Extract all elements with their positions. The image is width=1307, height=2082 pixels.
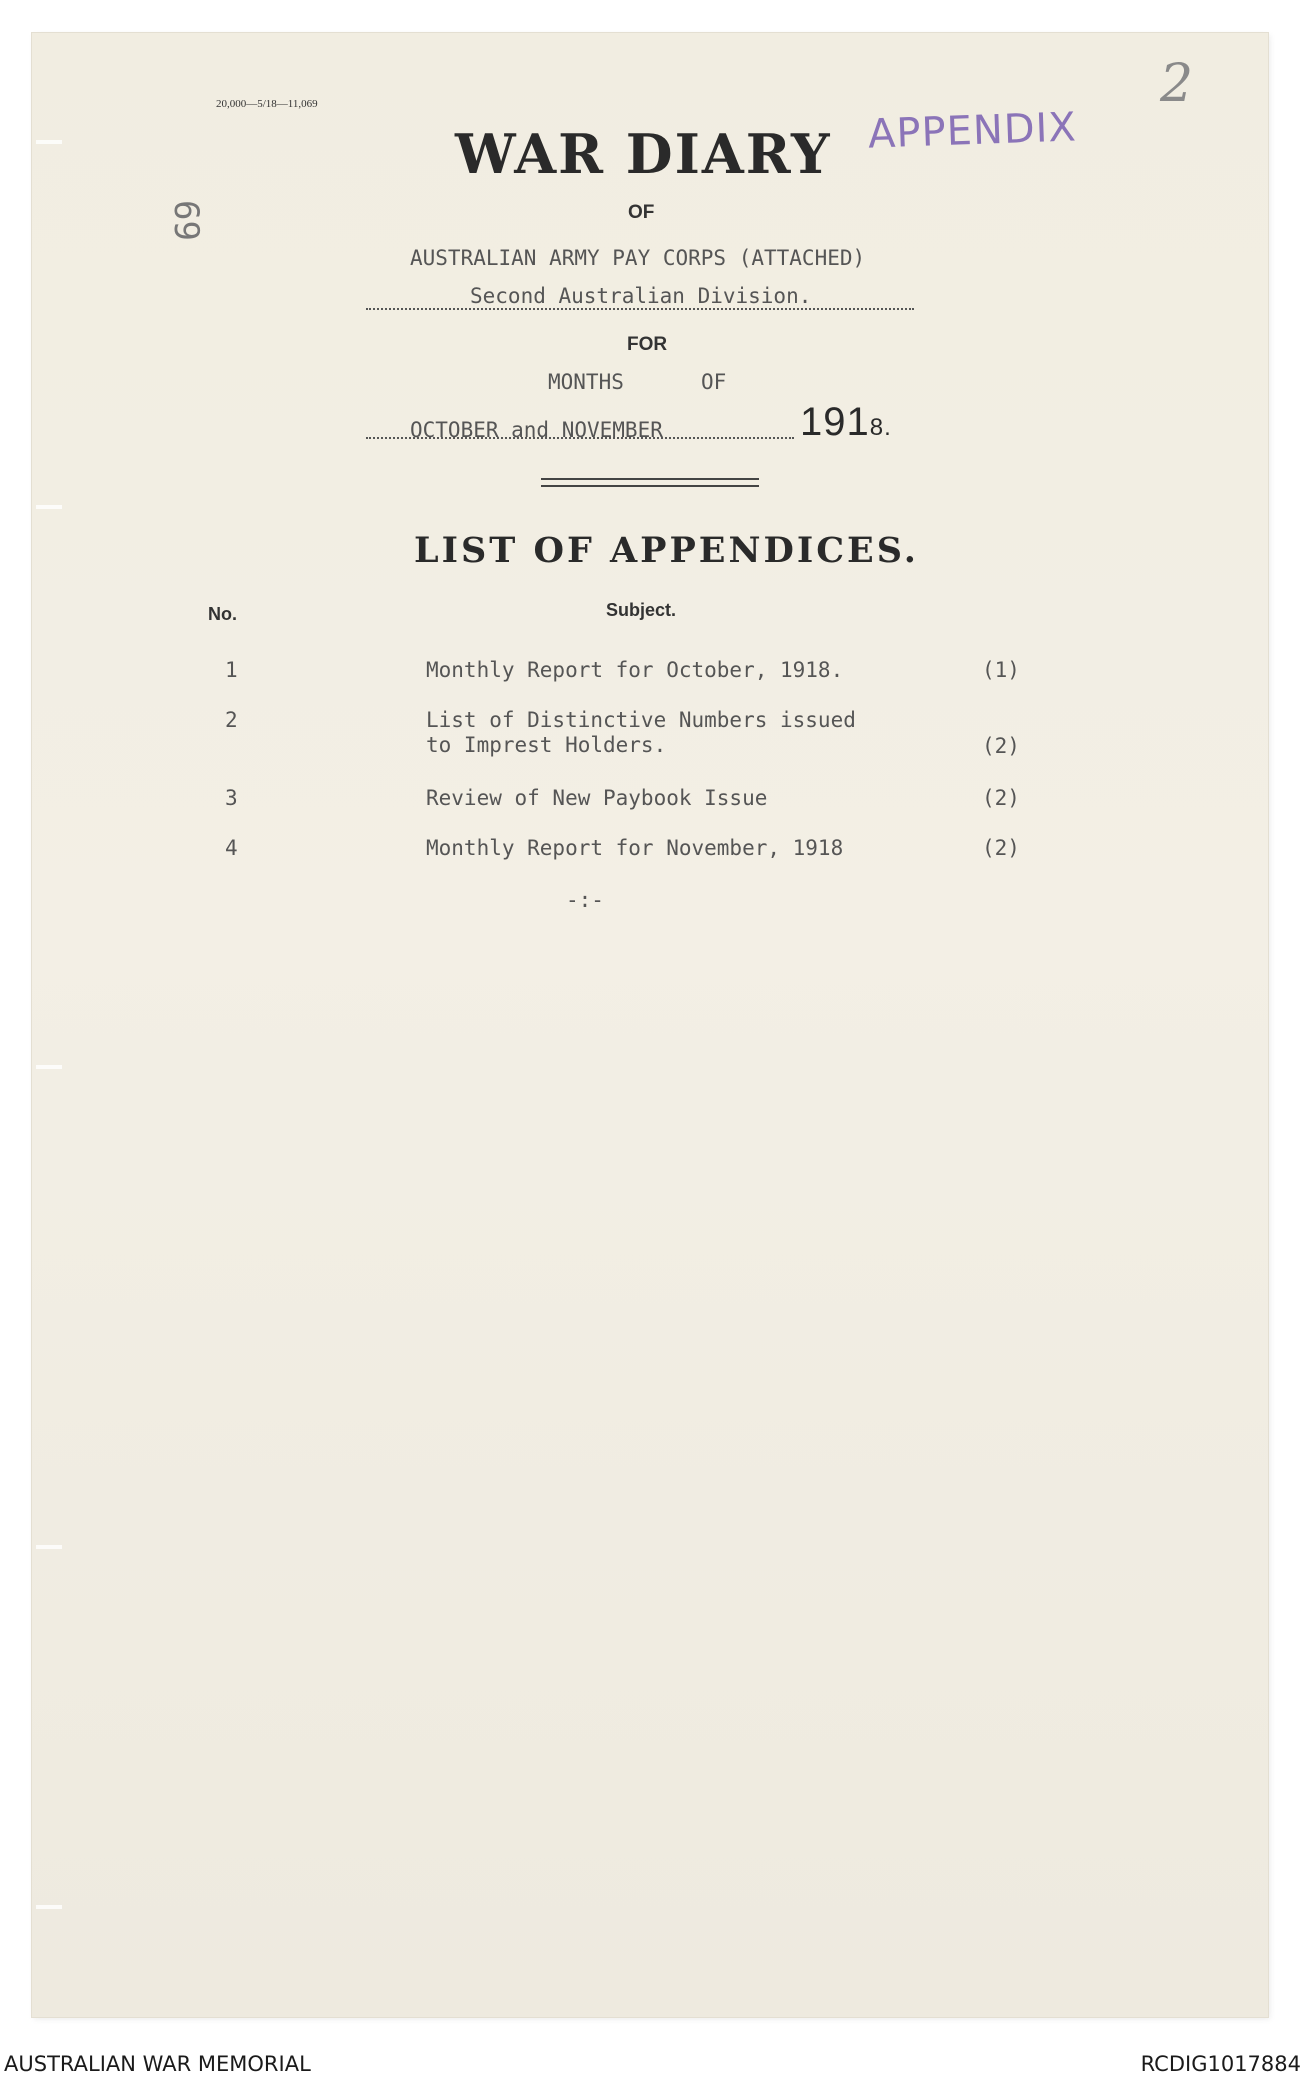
row-subject: Review of New Paybook Issue — [426, 786, 768, 810]
row-reference: (2) — [982, 734, 1020, 758]
row-subject: Monthly Report for October, 1918. — [426, 658, 844, 682]
unit-name-line1: AUSTRALIAN ARMY PAY CORPS (ATTACHED) — [410, 246, 866, 270]
binding-mark — [36, 505, 62, 509]
end-mark: -:- — [566, 888, 604, 912]
side-page-number: 69 — [166, 200, 206, 241]
for-label: FOR — [627, 334, 668, 355]
of-label-2: OF — [701, 370, 727, 394]
appendix-stamp: APPENDIX — [867, 104, 1078, 158]
double-rule — [541, 478, 759, 487]
year — [800, 400, 892, 445]
year-suffix: 8. — [869, 414, 892, 441]
unit-underline — [366, 308, 914, 310]
document-title: WAR DIARY — [455, 122, 832, 186]
row-reference: (2) — [982, 836, 1020, 860]
column-header-subject: Subject. — [606, 600, 677, 620]
row-number: 2 — [225, 708, 238, 732]
binding-mark — [36, 140, 62, 144]
binding-mark — [36, 1905, 62, 1909]
unit-name-line2: Second Australian Division. — [470, 284, 812, 308]
year-prefix: 191 — [800, 400, 870, 444]
of-label: OF — [628, 202, 655, 223]
archive-caption: AUSTRALIAN WAR MEMORIAL — [4, 2052, 311, 2076]
record-id: RCDIG1017884 — [1140, 2052, 1301, 2076]
form-number: 20,000—5/18—11,069 — [216, 98, 318, 110]
binding-mark — [36, 1065, 62, 1069]
period-underline — [366, 437, 794, 439]
months-label: MONTHS — [548, 370, 624, 394]
row-number: 4 — [225, 836, 238, 860]
list-title: LIST OF APPENDICES. — [414, 530, 919, 571]
binding-mark — [36, 1545, 62, 1549]
row-reference: (2) — [982, 786, 1020, 810]
period-text: OCTOBER and NOVEMBER — [410, 418, 663, 442]
handwritten-page-number: 2 — [1160, 54, 1194, 114]
row-subject: Monthly Report for November, 1918 — [426, 836, 844, 860]
row-subject: List of Distinctive Numbers issued to Imprest Holders. — [426, 708, 856, 757]
column-header-no: No. — [208, 604, 237, 624]
row-number: 3 — [225, 786, 238, 810]
document-page — [32, 33, 1268, 2017]
row-reference: (1) — [982, 658, 1020, 682]
row-number: 1 — [225, 658, 238, 682]
